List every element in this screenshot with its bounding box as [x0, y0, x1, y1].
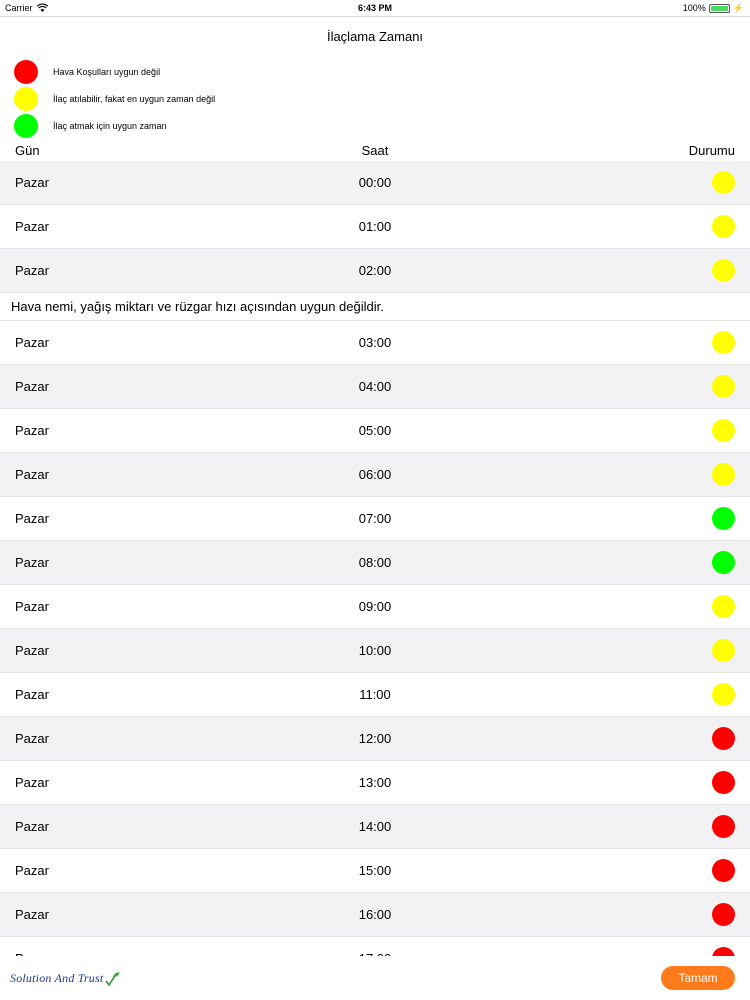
battery-indicator: [683, 0, 744, 16]
table-row[interactable]: [0, 453, 750, 497]
legend-color-dot: [14, 87, 38, 111]
status-dot: [712, 463, 735, 486]
legend: [14, 58, 215, 139]
status-dot: [712, 815, 735, 838]
row-day: Pazar: [15, 775, 49, 790]
company-logo: [10, 971, 120, 986]
status-dot: [712, 331, 735, 354]
table-row[interactable]: [0, 849, 750, 893]
row-day: Pazar: [15, 907, 49, 922]
column-header-status: Durumu: [688, 143, 735, 158]
table-row[interactable]: [0, 673, 750, 717]
status-dot: [712, 551, 735, 574]
legend-color-dot: [14, 114, 38, 138]
row-time: 07:00: [358, 511, 392, 526]
row-time: 14:00: [358, 819, 392, 834]
table-row[interactable]: [0, 205, 750, 249]
legend-color-dot: [14, 60, 38, 84]
row-time: 02:00: [358, 263, 392, 278]
row-time: 13:00: [358, 775, 392, 790]
status-dot: [712, 375, 735, 398]
row-day: Pazar: [15, 263, 49, 278]
logo-text: Solution And Trust: [10, 971, 104, 985]
status-dot: [712, 727, 735, 750]
row-time: 06:00: [358, 467, 392, 482]
row-time: 04:00: [358, 379, 392, 394]
row-day: Pazar: [15, 819, 49, 834]
legend-item: [14, 85, 215, 112]
table-row[interactable]: [0, 541, 750, 585]
row-time: 15:00: [358, 863, 392, 878]
footer: [0, 956, 750, 1000]
status-dot: [712, 639, 735, 662]
row-day: Pazar: [15, 687, 49, 702]
battery-percent: 100%: [682, 3, 706, 13]
table-row[interactable]: [0, 717, 750, 761]
battery-icon: [709, 4, 730, 13]
row-day: Pazar: [15, 599, 49, 614]
row-time: 09:00: [358, 599, 392, 614]
table-row[interactable]: [0, 365, 750, 409]
status-dot: [712, 595, 735, 618]
status-note: Hava nemi, yağış miktarı ve rüzgar hızı açısından uygun değildir.: [0, 293, 750, 321]
legend-label: İlaç atılabilir, fakat en uygun zaman değil: [53, 93, 216, 104]
legend-item: [14, 112, 215, 139]
table-row[interactable]: [0, 893, 750, 937]
table-row[interactable]: [0, 249, 750, 293]
row-time: 12:00: [358, 731, 392, 746]
row-day: Pazar: [15, 863, 49, 878]
table-row[interactable]: [0, 585, 750, 629]
row-time: 11:00: [359, 687, 391, 702]
table-row[interactable]: [0, 321, 750, 365]
row-day: Pazar: [15, 423, 49, 438]
row-time: 00:00: [358, 175, 392, 190]
legend-label: İlaç atmak için uygun zaman: [53, 120, 167, 131]
table-row[interactable]: [0, 629, 750, 673]
row-time: 10:00: [358, 643, 392, 658]
status-dot: [712, 859, 735, 882]
row-day: Pazar: [15, 379, 49, 394]
legend-label: Hava Koşulları uygun değil: [53, 66, 161, 77]
row-time: 05:00: [358, 423, 392, 438]
row-time: 03:00: [358, 335, 392, 350]
status-dot: [712, 683, 735, 706]
status-bar: [0, 0, 750, 17]
table-row[interactable]: [0, 805, 750, 849]
column-header-day: Gün: [15, 143, 40, 158]
table-row[interactable]: [0, 497, 750, 541]
status-dot: [712, 507, 735, 530]
status-dot: [712, 903, 735, 926]
schedule-table[interactable]: [0, 161, 750, 956]
row-day: Pazar: [15, 643, 49, 658]
table-row[interactable]: [0, 409, 750, 453]
page-title: İlaçlama Zamanı: [326, 29, 424, 44]
status-dot: [712, 259, 735, 282]
status-time: 6:43 PM: [357, 3, 392, 13]
column-header-time: Saat: [361, 143, 389, 158]
leaf-check-icon: [104, 972, 120, 986]
row-time: 16:00: [358, 907, 392, 922]
status-dot: [712, 171, 735, 194]
table-row[interactable]: [0, 161, 750, 205]
status-dot: [712, 419, 735, 442]
row-day: Pazar: [15, 511, 49, 526]
row-day: Pazar: [15, 219, 49, 234]
row-time: 01:00: [358, 219, 392, 234]
charging-bolt-icon: ⚡: [732, 3, 744, 13]
status-dot: [712, 771, 735, 794]
status-dot: [712, 215, 735, 238]
row-day: Pazar: [15, 175, 49, 190]
row-day: Pazar: [15, 555, 49, 570]
ok-button[interactable]: Tamam: [661, 966, 735, 990]
row-time: 08:00: [358, 555, 392, 570]
row-day: Pazar: [15, 467, 49, 482]
row-day: Pazar: [15, 335, 49, 350]
row-day: Pazar: [15, 731, 49, 746]
carrier-label: Carrier: [5, 3, 33, 13]
table-row[interactable]: [0, 761, 750, 805]
legend-item: [14, 58, 215, 85]
